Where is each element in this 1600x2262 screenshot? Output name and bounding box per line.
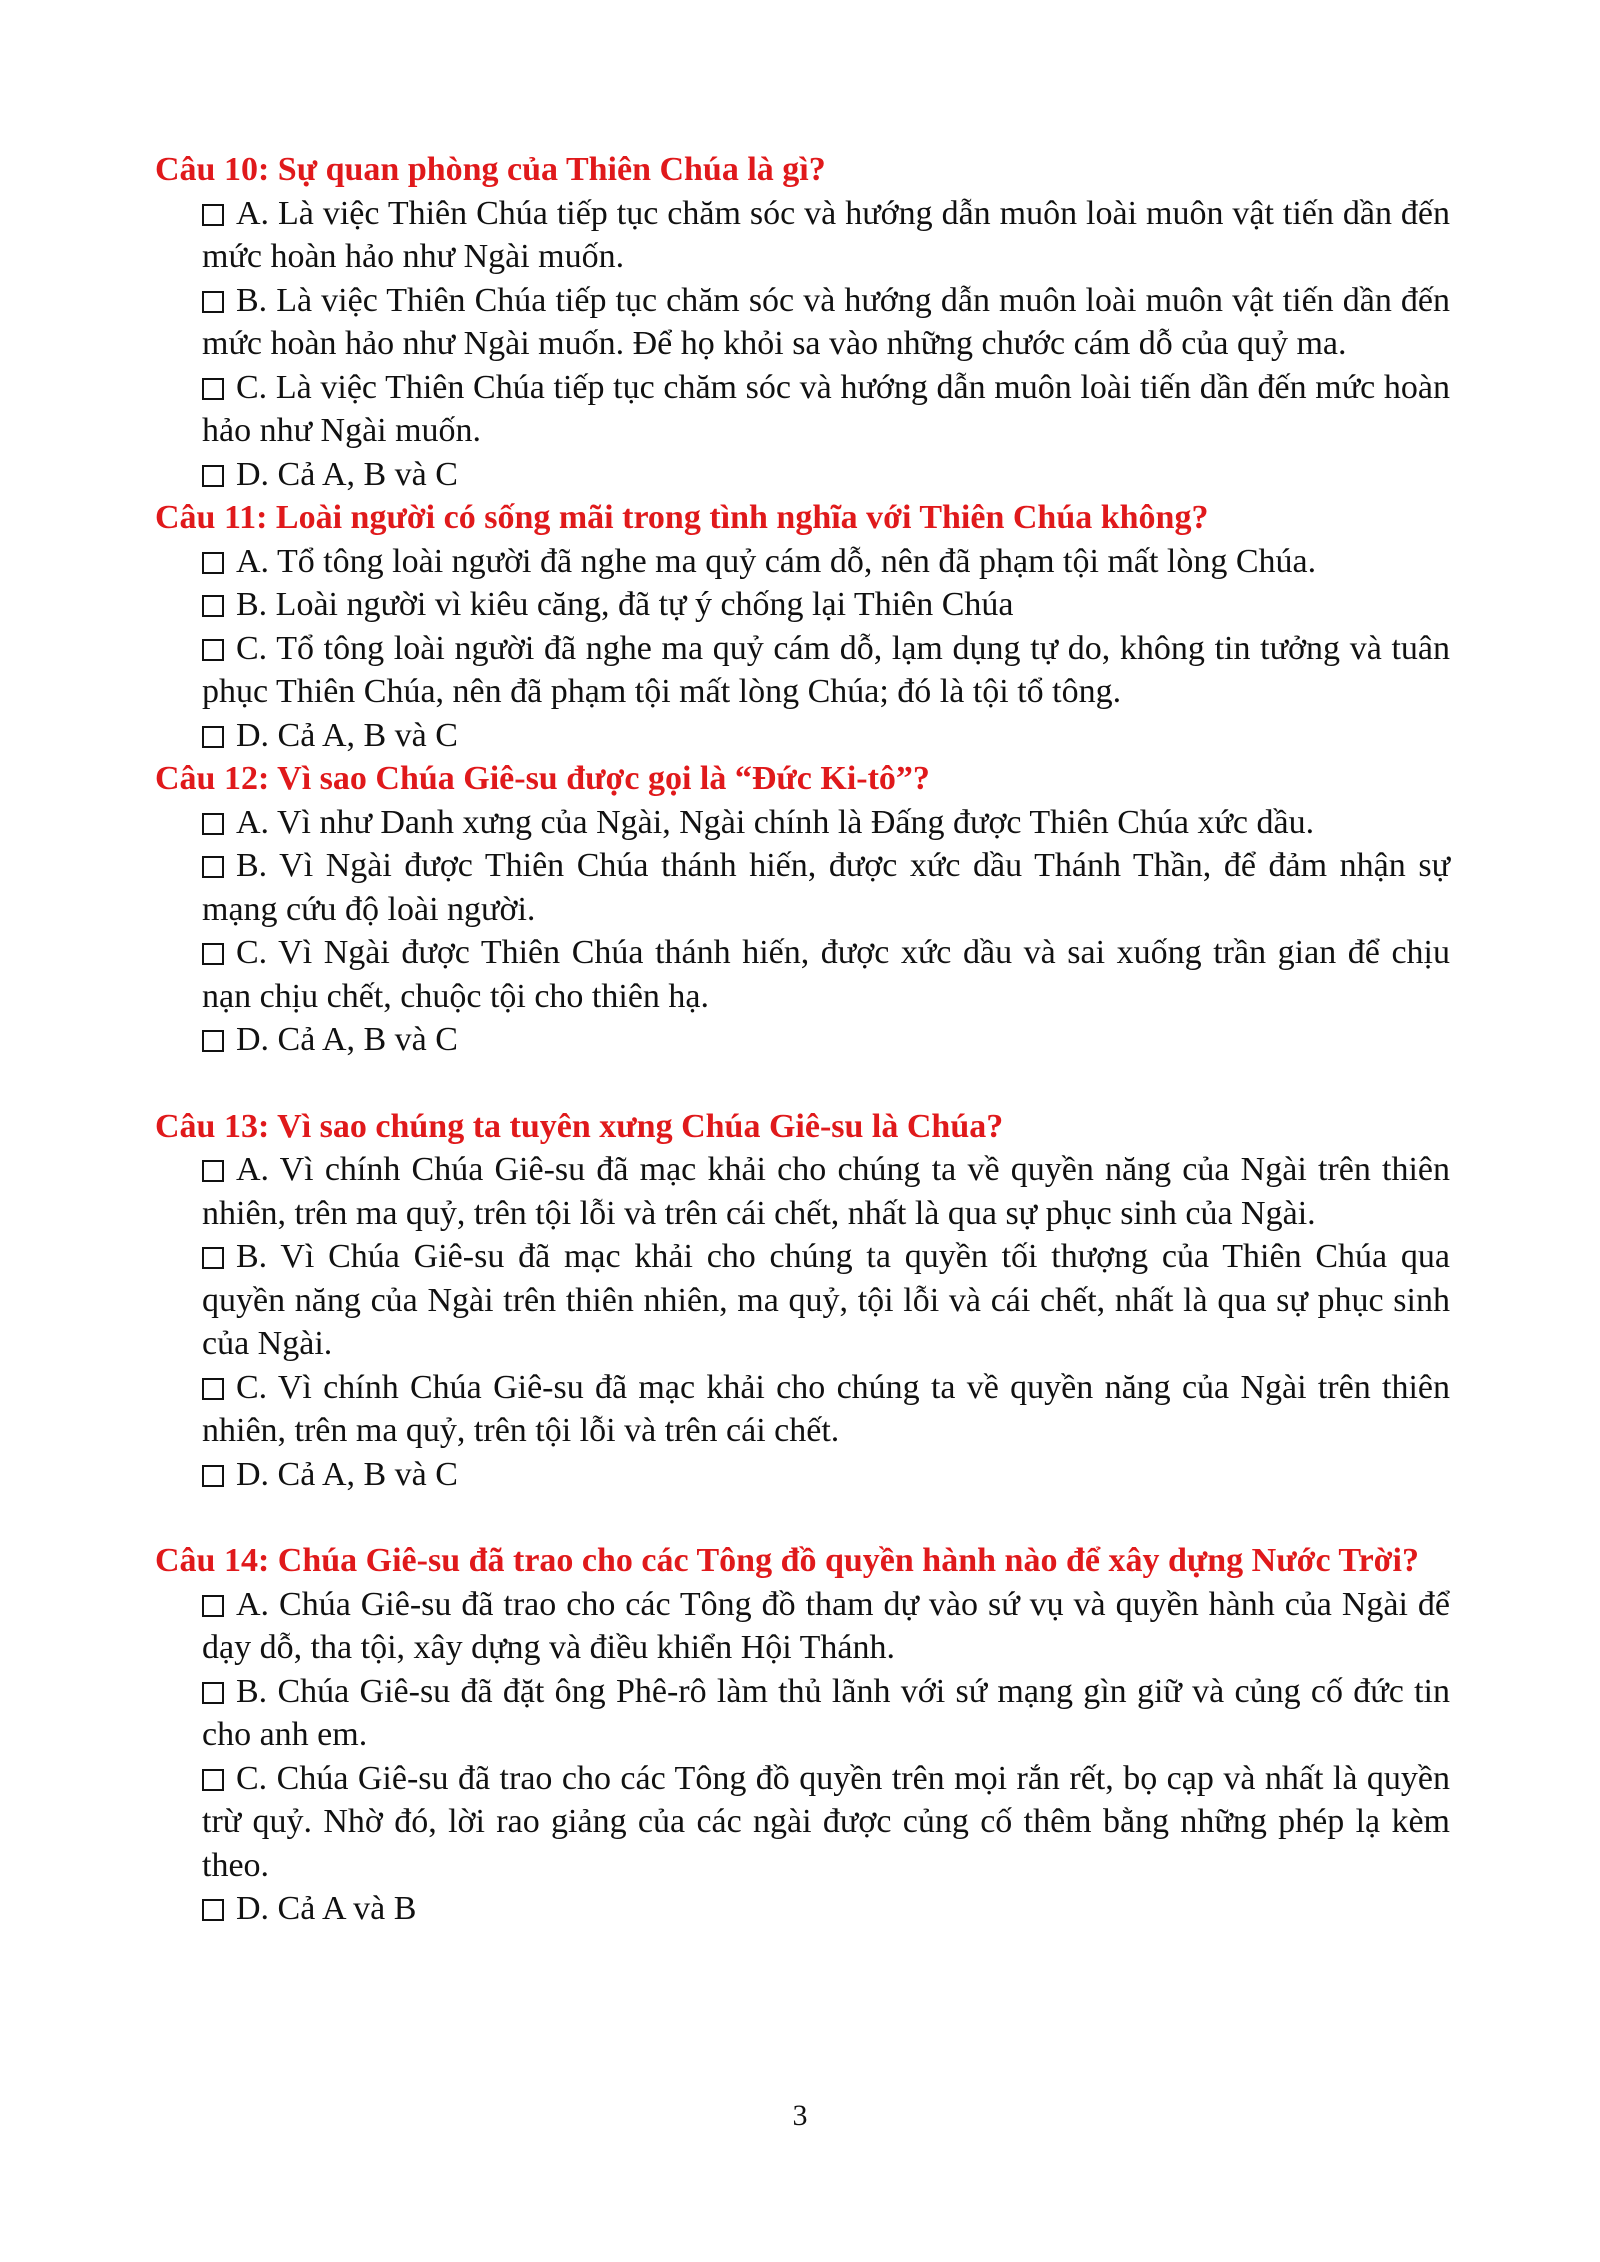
spacer xyxy=(155,1062,1450,1105)
option-text: D. Cả A, B và C xyxy=(236,1021,458,1058)
checkbox-icon[interactable] xyxy=(202,595,224,617)
option-text: A. Tổ tông loài người đã nghe ma quỷ cám dỗ, nên đã phạm tội mất lòng Chúa. xyxy=(236,542,1317,580)
option-c[interactable] xyxy=(155,1366,1450,1453)
option-text: B. Chúa Giê-su đã đặt ông Phê-rô làm thủ lãnh với sứ mạng gìn giữ và củng cố đức tin cho anh em. xyxy=(202,1672,1450,1753)
checkbox-icon[interactable] xyxy=(202,856,224,878)
option-text: A. Chúa Giê-su đã trao cho các Tông đồ tham dự vào sứ vụ và quyền hành của Ngài để dạy dỗ, tha tội, xây dựng và điều khiển Hội Thánh. xyxy=(202,1585,1450,1666)
option-text: A. Vì chính Chúa Giê-su đã mạc khải cho chúng ta về quyền năng của Ngài trên thiên nhiên, trên ma quỷ, trên tội lỗi và trên cái chết, nhất là qua sự phục sinh của Ngài. xyxy=(202,1151,1450,1232)
question-title: Câu 12: Vì sao Chúa Giê-su được gọi là “Đức Ki-tô”? xyxy=(155,760,930,797)
checkbox-icon[interactable] xyxy=(202,943,224,965)
question-10 xyxy=(155,148,1450,496)
checkbox-icon[interactable] xyxy=(202,465,224,487)
option-text: D. Cả A, B và C xyxy=(236,1455,458,1493)
checkbox-icon[interactable] xyxy=(202,726,224,748)
checkbox-icon[interactable] xyxy=(202,1378,224,1400)
option-d[interactable] xyxy=(155,1887,1450,1931)
option-text: D. Cả A và B xyxy=(236,1890,417,1927)
question-title: Câu 13: Vì sao chúng ta tuyên xưng Chúa Giê-su là Chúa? xyxy=(155,1107,1004,1145)
spacer xyxy=(155,1496,1450,1539)
option-a[interactable] xyxy=(155,801,1450,845)
checkbox-icon[interactable] xyxy=(202,552,224,574)
question-title: Câu 10: Sự quan phòng của Thiên Chúa là gì? xyxy=(155,151,826,188)
checkbox-icon[interactable] xyxy=(202,639,224,661)
option-text: B. Vì Ngài được Thiên Chúa thánh hiến, được xức dầu Thánh Thần, để đảm nhận sự mạng cứu độ loài người. xyxy=(202,847,1450,928)
option-text: C. Là việc Thiên Chúa tiếp tục chăm sóc và hướng dẫn muôn loài tiến dần đến mức hoàn hảo như Ngài muốn. xyxy=(202,368,1450,449)
option-b[interactable] xyxy=(155,1235,1450,1366)
option-a[interactable] xyxy=(155,192,1450,279)
option-c[interactable] xyxy=(155,1757,1450,1888)
option-text: A. Là việc Thiên Chúa tiếp tục chăm sóc và hướng dẫn muôn loài muôn vật tiến dần đến mức hoàn hảo như Ngài muốn. xyxy=(202,194,1450,275)
checkbox-icon[interactable] xyxy=(202,1595,224,1617)
option-a[interactable] xyxy=(155,1583,1450,1670)
checkbox-icon[interactable] xyxy=(202,291,224,313)
document-page xyxy=(155,148,1450,1931)
question-14 xyxy=(155,1539,1450,1931)
question-12 xyxy=(155,757,1450,1062)
option-b[interactable] xyxy=(155,583,1450,627)
question-title: Câu 11: Loài người có sống mãi trong tình nghĩa với Thiên Chúa không? xyxy=(155,499,1209,536)
option-text: D. Cả A, B và C xyxy=(236,455,458,493)
option-d[interactable] xyxy=(155,714,1450,758)
checkbox-icon[interactable] xyxy=(202,1465,224,1487)
option-text: C. Vì Ngài được Thiên Chúa thánh hiến, được xức dầu và sai xuống trần gian để chịu nạn chịu chết, chuộc tội cho thiên hạ. xyxy=(202,934,1450,1015)
checkbox-icon[interactable] xyxy=(202,1682,224,1704)
option-c[interactable] xyxy=(155,627,1450,714)
checkbox-icon[interactable] xyxy=(202,1769,224,1791)
question-title: Câu 14: Chúa Giê-su đã trao cho các Tông đồ quyền hành nào để xây dựng Nước Trời? xyxy=(155,1542,1419,1579)
option-c[interactable] xyxy=(155,931,1450,1018)
option-c[interactable] xyxy=(155,366,1450,453)
option-text: B. Là việc Thiên Chúa tiếp tục chăm sóc và hướng dẫn muôn loài muôn vật tiến dần đến mức hoàn hảo như Ngài muốn. Để họ khỏi sa vào những chước cám dỗ của quỷ ma. xyxy=(202,281,1450,362)
checkbox-icon[interactable] xyxy=(202,378,224,400)
page-number: 3 xyxy=(792,2099,808,2132)
option-text: B. Loài người vì kiêu căng, đã tự ý chống lại Thiên Chúa xyxy=(236,586,1014,623)
option-text: A. Vì như Danh xưng của Ngài, Ngài chính là Đấng được Thiên Chúa xức dầu. xyxy=(236,803,1315,841)
question-13 xyxy=(155,1105,1450,1497)
option-b[interactable] xyxy=(155,279,1450,366)
checkbox-icon[interactable] xyxy=(202,204,224,226)
checkbox-icon[interactable] xyxy=(202,1247,224,1269)
option-d[interactable] xyxy=(155,453,1450,497)
option-d[interactable] xyxy=(155,1018,1450,1062)
option-text: C. Chúa Giê-su đã trao cho các Tông đồ quyền trên mọi rắn rết, bọ cạp và nhất là quyền trừ quỷ. Nhờ đó, lời rao giảng của các ngài được củng cố thêm bằng những phép lạ kèm theo. xyxy=(202,1759,1450,1884)
option-text: C. Tổ tông loài người đã nghe ma quỷ cám dỗ, lạm dụng tự do, không tin tưởng và tuân phục Thiên Chúa, nên đã phạm tội mất lòng Chúa; đó là tội tổ tông. xyxy=(202,629,1450,710)
option-b[interactable] xyxy=(155,1670,1450,1757)
option-d[interactable] xyxy=(155,1453,1450,1497)
option-b[interactable] xyxy=(155,844,1450,931)
option-a[interactable] xyxy=(155,1148,1450,1235)
option-text: C. Vì chính Chúa Giê-su đã mạc khải cho chúng ta về quyền năng của Ngài trên thiên nhiên, trên ma quỷ, trên tội lỗi và trên cái chết. xyxy=(202,1368,1450,1449)
checkbox-icon[interactable] xyxy=(202,813,224,835)
option-text: D. Cả A, B và C xyxy=(236,716,458,754)
question-11 xyxy=(155,496,1450,757)
option-a[interactable] xyxy=(155,540,1450,584)
option-text: B. Vì Chúa Giê-su đã mạc khải cho chúng ta quyền tối thượng của Thiên Chúa qua quyền năng của Ngài trên thiên nhiên, ma quỷ, tội lỗi và cái chết, nhất là qua sự phục sinh của Ngài. xyxy=(202,1238,1450,1362)
checkbox-icon[interactable] xyxy=(202,1160,224,1182)
checkbox-icon[interactable] xyxy=(202,1899,224,1921)
checkbox-icon[interactable] xyxy=(202,1030,224,1052)
